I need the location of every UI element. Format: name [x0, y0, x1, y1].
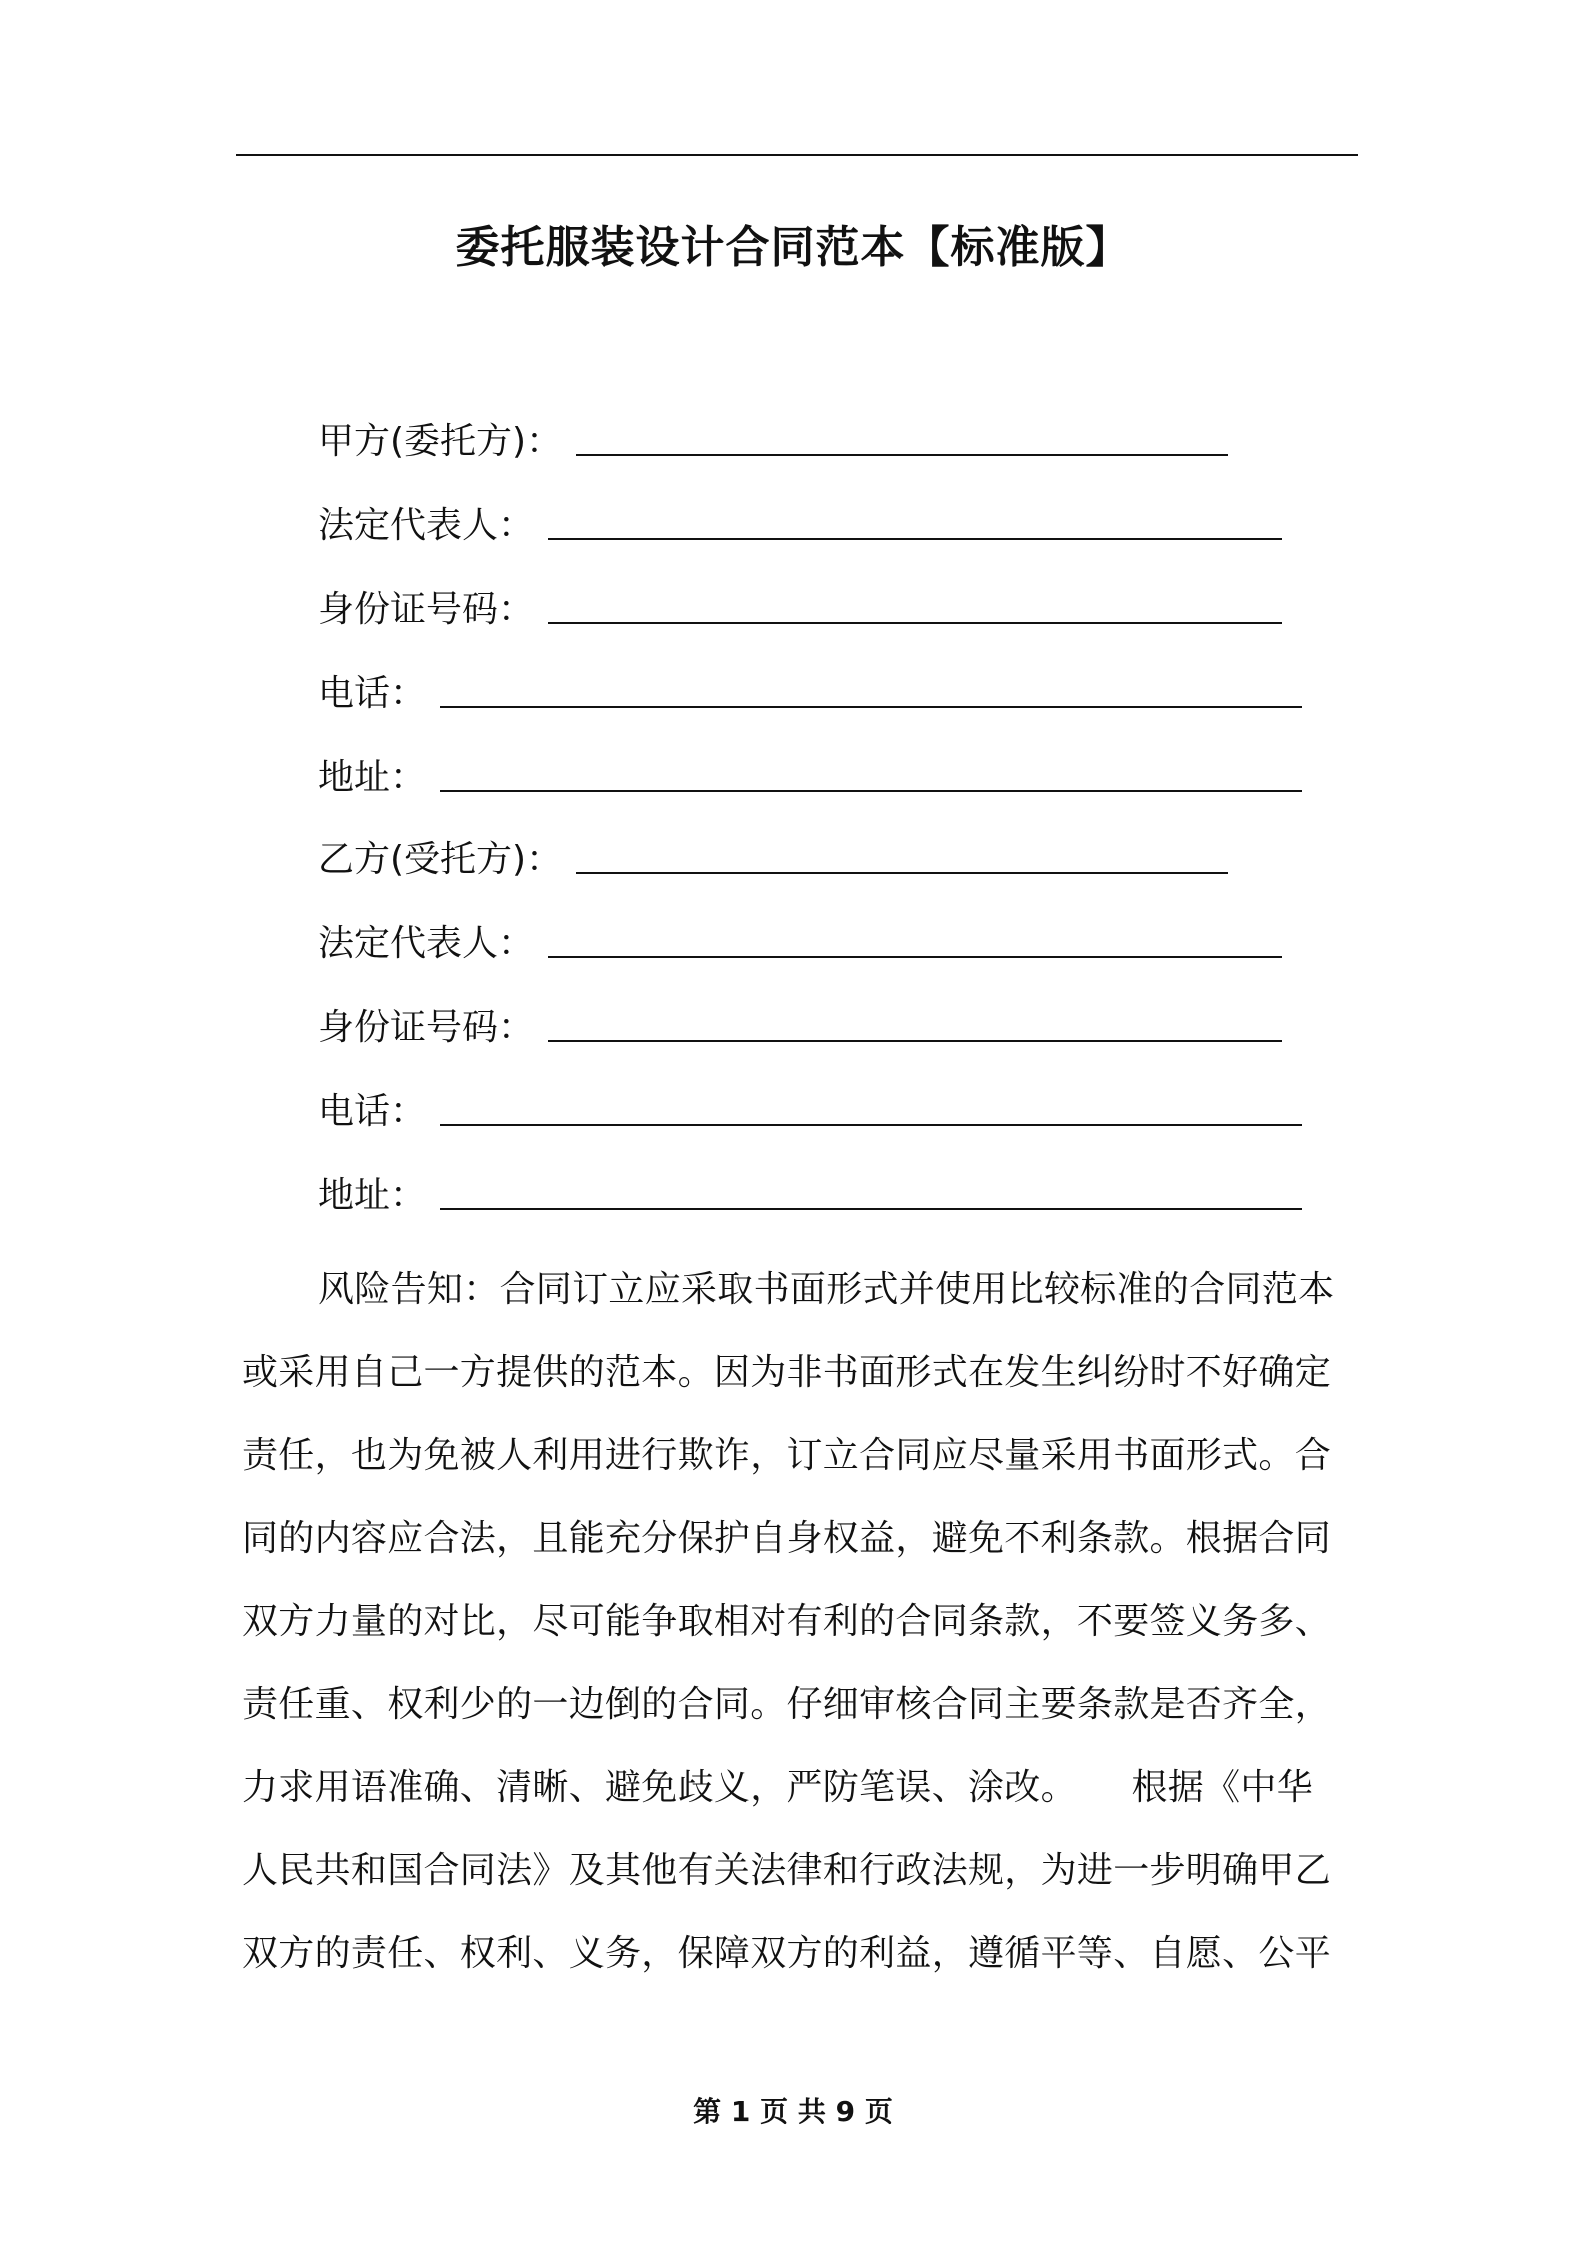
party-a-address-field: [318, 750, 1302, 806]
party-b-address-blank-line: [440, 1168, 1302, 1210]
header-rule: [236, 154, 1358, 156]
party-a-id-blank-line: [548, 582, 1282, 624]
risk-notice-paragraph: [242, 1248, 1358, 1995]
party-b-field: [318, 832, 1228, 888]
party-b-address-label: 地址：: [318, 1175, 427, 1216]
paragraph-line: 力求用语准确、清晰、避免歧义，严防笔误、涂改。 根据《中华: [242, 1767, 1314, 1808]
paragraph-line: 双方力量的对比，尽可能争取相对有利的合同条款，不要签义务多、: [242, 1601, 1332, 1642]
party-b-blank-line: [576, 832, 1228, 874]
party-a-rep-label: 法定代表人：: [318, 505, 535, 546]
paragraph-line: 同的内容应合法，且能充分保护自身权益，避免不利条款。根据合同: [242, 1518, 1332, 1559]
document-title: 委托服装设计合同范本【标准版】: [455, 222, 1131, 273]
paragraph-line: 双方的责任、权利、义务，保障双方的利益，遵循平等、自愿、公平: [242, 1933, 1332, 1974]
party-a-phone-field: [318, 666, 1302, 722]
party-a-phone-label: 电话：: [318, 673, 427, 714]
party-a-rep-field: [318, 498, 1282, 554]
party-b-id-label: 身份证号码：: [318, 1007, 535, 1048]
party-b-rep-blank-line: [548, 916, 1282, 958]
page-number-footer: 第 1 页 共 9 页: [693, 2095, 893, 2128]
party-b-phone-label: 电话：: [318, 1091, 427, 1132]
paragraph-line: 人民共和国合同法》及其他有关法律和行政法规，为进一步明确甲乙: [242, 1850, 1332, 1891]
party-a-address-blank-line: [440, 750, 1302, 792]
party-b-address-field: [318, 1168, 1302, 1224]
paragraph-line: 风险告知：合同订立应采取书面形式并使用比较标准的合同范本: [318, 1269, 1335, 1310]
party-b-rep-label: 法定代表人：: [318, 923, 535, 964]
party-b-id-field: [318, 1000, 1282, 1056]
party-b-rep-field: [318, 916, 1282, 972]
party-b-phone-blank-line: [440, 1084, 1302, 1126]
party-a-id-label: 身份证号码：: [318, 589, 535, 630]
paragraph-line: 或采用自己一方提供的范本。因为非书面形式在发生纠纷时不好确定: [242, 1352, 1332, 1393]
party-b-phone-field: [318, 1084, 1302, 1140]
party-a-blank-line: [576, 414, 1228, 456]
paragraph-line: 责任重、权利少的一边倒的合同。仔细审核合同主要条款是否齐全，: [242, 1684, 1332, 1725]
party-a-label: 甲方(委托方)：: [318, 421, 563, 462]
party-b-id-blank-line: [548, 1000, 1282, 1042]
party-a-phone-blank-line: [440, 666, 1302, 708]
party-a-address-label: 地址：: [318, 757, 427, 798]
party-a-id-field: [318, 582, 1282, 638]
paragraph-line: 责任，也为免被人利用进行欺诈，订立合同应尽量采用书面形式。合: [242, 1435, 1332, 1476]
party-b-label: 乙方(受托方)：: [318, 839, 563, 880]
party-a-field: [318, 414, 1228, 470]
party-a-rep-blank-line: [548, 498, 1282, 540]
